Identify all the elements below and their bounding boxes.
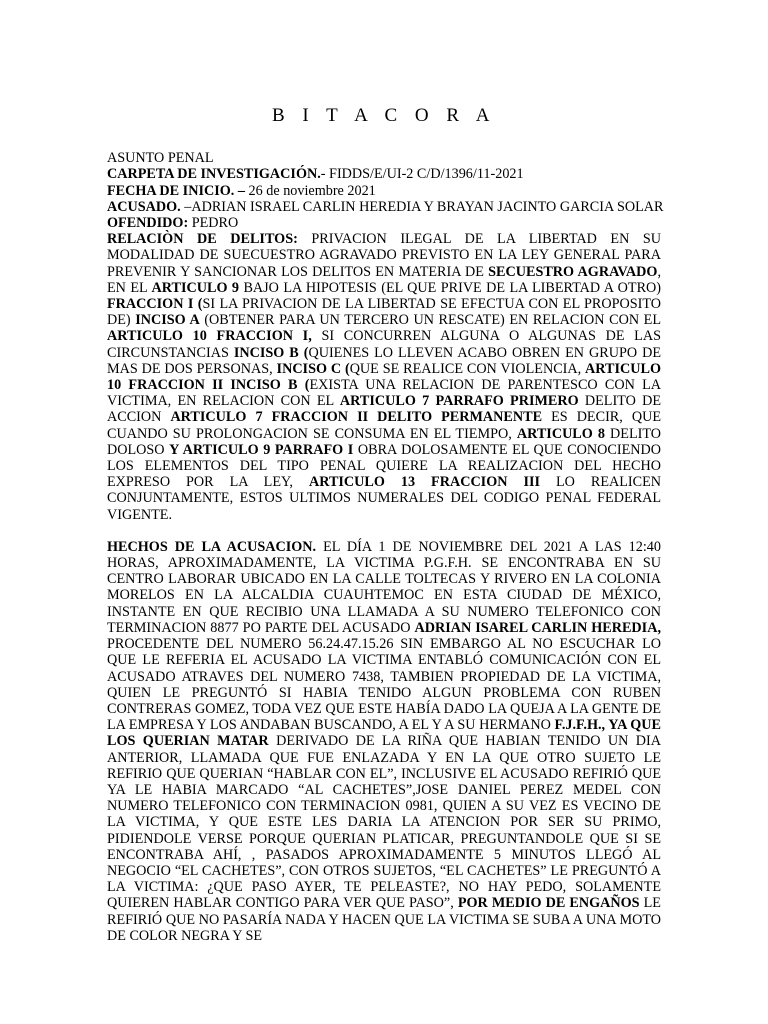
relacion-text: OBRA DOLOSAMENTE EL QUE CONOCIENDO LOS ELEMENTOS DEL TIPO PENAL QUIERE LA REALIZACION DEL HECHO EXPRESO POR LA LEY,	[107, 441, 661, 491]
acusado-line	[107, 198, 664, 215]
relacion-text: SI CONCURREN ALGUNA O ALGUNAS DE LAS CIRCUNSTANCIAS	[107, 328, 661, 361]
relacion-delitos-paragraph	[107, 231, 661, 523]
hechos-bold: F.J.F.H., YA QUE LOS QUERIAN MATAR	[107, 717, 661, 750]
acusado-label: ACUSADO.	[107, 198, 181, 215]
hechos-text: LE REFIRIÓ QUE NO PASARÍA NADA Y HACEN QUE LA VICTIMA SE SUBA A UNA MOTO DE COLOR NEGRA Y SE	[107, 895, 661, 944]
relacion-bold: ARTICULO 13 FRACCION III	[308, 474, 541, 491]
relacion-text: SI LA PRIVACION DE LA LIBERTAD SE EFECTUA CON EL PROPOSITO DE)	[107, 296, 661, 329]
relacion-text: PRIVACION ILEGAL DE LA LIBERTAD EN SU MODALIDAD DE SUECUESTRO AGRAVADO PREVISTO EN LA LEY GENERAL PARA PREVENIR Y SANCIONAR LOS DELITOS EN MATERIA DE	[107, 231, 661, 280]
asunto-line: ASUNTO PENAL	[107, 150, 214, 167]
relacion-text: DELITO DOLOSO	[107, 425, 662, 458]
document-page	[107, 105, 664, 944]
paragraph-spacer	[107, 523, 661, 539]
relacion-text: LO REALICEN CONJUNTAMENTE, ESTOS ULTIMOS NUMERALES DEL CODIGO PENAL FEDERAL VIGENTE.	[107, 474, 661, 523]
relacion-bold: INCISO B (	[233, 344, 309, 361]
relacion-text: (OBTENER PARA UN TERCERO UN RESCATE) EN RELACION CON EL	[199, 312, 661, 329]
fecha-label: FECHA DE INICIO. –	[107, 182, 245, 199]
hechos-paragraph	[107, 539, 661, 944]
relacion-text: ES DECIR, QUE CUANDO SU PROLONGACION SE CONSUMA EN EL TIEMPO,	[107, 409, 662, 442]
hechos-label: HECHOS DE LA ACUSACION.	[107, 538, 317, 555]
relacion-text: BAJO LA HIPOTESIS (EL QUE PRIVE DE LA LIBERTAD A OTRO)	[239, 279, 662, 296]
relacion-bold: ARTICULO 10 FRACCION II INCISO B (	[107, 360, 661, 394]
carpeta-label: CARPETA DE INVESTIGACIÓN.	[107, 166, 321, 183]
fecha-line	[107, 183, 661, 199]
fecha-value: 26 de noviembre 2021	[244, 182, 376, 199]
acusado-value: –ADRIAN ISRAEL CARLIN HEREDIA Y BRAYAN JACINTO GARCIA SOLAR	[180, 198, 664, 215]
relacion-bold: ARTICULO 7 FRACCION II DELITO PERMANENTE	[170, 409, 543, 426]
relacion-bold: Y ARTICULO 9 PARRAFO I	[169, 441, 354, 458]
relacion-text: DELITO DE ACCION	[107, 393, 661, 426]
hechos-text: EL DÍA 1 DE NOVIEMBRE DEL 2021 A LAS 12:40 HORAS, APROXIMADAMENTE, LA VICTIMA P.G.F.H. SE ENCONTRABA EN SU CENTRO LABORAR UBICADO EN LA CALLE TOLTECAS Y RIVERO EN LA COLONIA MORELOS EN LA ALCALDIA CUAUHTEMOC EN ESTA CIUDAD DE MÉXICO, INSTANTE EN QUE RECIBIO UNA LLAMADA A SU NUMERO TELEFONICO CON TERMINACION 8877 PO PARTE DEL ACUSADO	[107, 538, 661, 636]
carpeta-value: - FIDDS/E/UI-2 C/D/1396/11-2021	[320, 166, 524, 183]
ofendido-value: PEDRO	[188, 215, 239, 232]
relacion-bold: ARTICULO 9	[151, 279, 240, 296]
relacion-bold: INCISO C (	[276, 360, 350, 377]
ofendido-label: OFENDIDO:	[107, 215, 189, 232]
relacion-bold: SECUESTRO AGRAVADO	[488, 263, 658, 280]
relacion-bold: ARTICULO 7 PARRAFO PRIMERO	[339, 393, 579, 410]
relacion-bold: ARTICULO 10 FRACCION I,	[107, 328, 312, 345]
relacion-bold: FRACCION I (	[107, 296, 203, 313]
relacion-text: EXISTA UNA RELACION DE PARENTESCO CON LA VICTIMA, EN RELACION CON EL	[107, 377, 661, 410]
relacion-bold: ARTICULO 8	[516, 425, 605, 442]
hechos-bold: POR MEDIO DE ENGAÑOS	[457, 895, 640, 912]
hechos-bold: ADRIAN ISAREL CARLIN HEREDIA,	[414, 619, 661, 636]
relacion-text: QUIENES LO LLEVEN ACABO OBREN EN GRUPO DE MAS DE DOS PERSONAS,	[107, 344, 661, 377]
relacion-text: , EN EL	[107, 263, 661, 296]
relacion-text: QUE SE REALICE CON VIOLENCIA,	[349, 360, 586, 377]
relacion-bold: INCISO A	[135, 312, 200, 329]
hechos-text: DERIVADO DE LA RIÑA QUE HABIAN TENIDO UN DIA ANTERIOR, LLAMADA QUE FUE ENLAZADA Y EN LA QUE OTRO SUJETO LE REFIRIO QUE QUERIAN “HABLAR CON EL”, INCLUSIVE EL ACUSADO REFIRIÓ QUE YA LE HABIA MARCADO “AL CACHETES”,JOSE DANIEL PEREZ MEDEL CON NUMERO TELEFONICO CON TERMINACION 0981, QUIEN A SU VEZ ES VECINO DE LA VICTIMA, Y QUE ESTE LES DARIA LA ATENCION POR SER SU PRIMO, PIDIENDOLE VERSE PORQUE QUERIAN PLATICAR, PREGUNTANDOLE QUE SI SE ENCONTRABA AHÍ, , PASADOS APROXIMADAMENTE 5 MINUTOS LLEGÓ AL NEGOCIO “EL CACHETES”, CON OTROS SUJETOS, “EL CACHETES” LE PREGUNTÓ A LA VICTIMA: ¿QUE PASO AYER, TE PELEASTE?, NO HAY PEDO, SOLAMENTE QUIEREN HABLAR CONTIGO PARA VER QUE PASO”,	[107, 733, 662, 912]
carpeta-line	[107, 166, 661, 182]
relacion-label: RELACIÒN DE DELITOS:	[107, 231, 298, 248]
document-title: B I T A C O R A	[271, 105, 497, 126]
ofendido-line	[107, 215, 661, 231]
hechos-text: PROCEDENTE DEL NUMERO 56.24.47.15.26 SIN EMBARGO AL NO ESCUCHAR LO QUE LE REFERIA EL ACUSADO LA VICTIMA ENTABLÓ COMUNICACIÓN CON EL ACUSADO ATRAVES DEL NUMERO 7438, TAMBIEN PROPIEDAD DE LA VICTIMA, QUIEN LE PREGUNTÓ SI HABIA TENIDO ALGUN PROBLEMA CON RUBEN CONTRERAS GOMEZ, TODA VEZ QUE ESTE HABÍA DADO LA QUEJA A LA GENTE DE LA EMPRESA Y LOS ANDABAN BUSCANDO, A EL Y A SU HERMANO	[107, 636, 661, 734]
